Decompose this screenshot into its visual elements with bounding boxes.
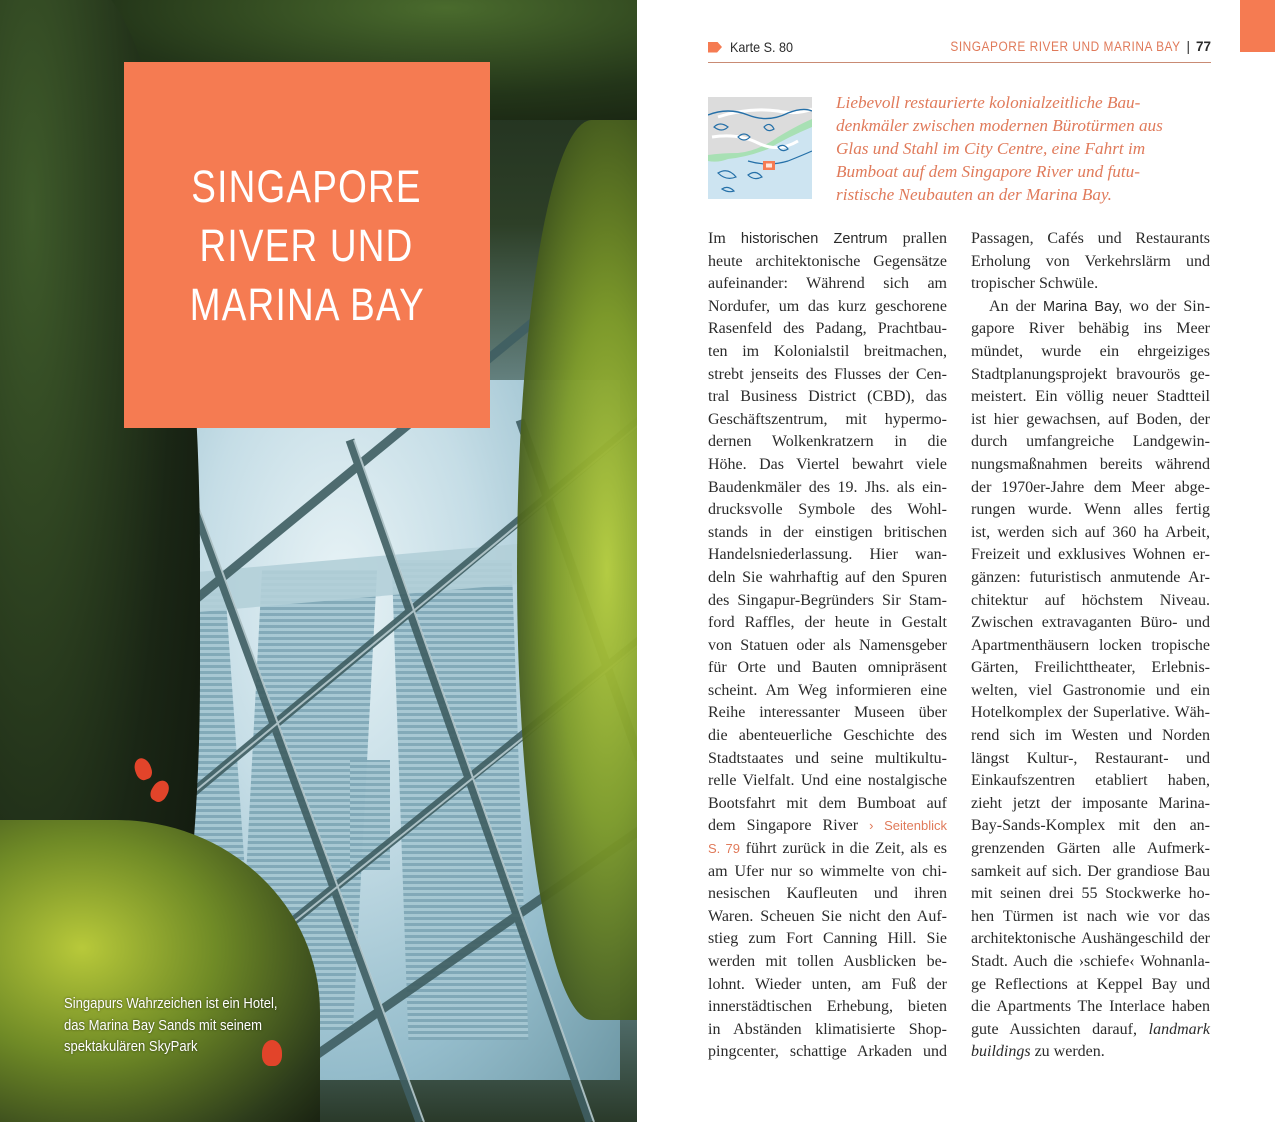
body-line: Freizeit und exklusives Wohnen er- — [971, 546, 1210, 564]
text: An der — [989, 297, 1044, 315]
body-line: ge Reflections at Keppel Bay und — [971, 975, 1210, 993]
body-line — [708, 838, 947, 861]
body-line: der 1970er-Jahre dem Meer abge- — [971, 478, 1210, 496]
intro-line: Glas und Stahl im City Centre, eine Fahrt im — [836, 139, 1146, 158]
body-line: Stadtstaates und seine multikultu- — [708, 749, 947, 767]
italic-term: buildings — [971, 1043, 1031, 1061]
body-line: meistert. Ein völlig neuer Stadtteil — [971, 388, 1210, 406]
body-line: Geschäftszentrum, mit hypermo- — [708, 410, 947, 428]
body-line: grenzenden Gärten alle Aufmerk- — [971, 840, 1210, 858]
running-header — [919, 39, 1211, 54]
italic-term: landmark — [1148, 1020, 1210, 1038]
body-line: aufeinander: Während sich am — [708, 275, 947, 293]
body-line: zieht jetzt der imposante Marina- — [971, 794, 1210, 812]
body-line: mit seinen drei 55 Stockwerke ho- — [971, 885, 1210, 903]
body-line: hen Türmen ist nach wie vor das — [971, 907, 1210, 925]
intro-line: denkmäler zwischen modernen Bürotürmen aus — [836, 116, 1163, 135]
body-line: für Orte und Bauten omnipräsent — [708, 659, 947, 677]
chapter-intro — [836, 91, 1206, 206]
caption-line: Singapurs Wahrzeichen ist ein Hotel, — [64, 996, 278, 1012]
chapter-color-tab — [1240, 0, 1275, 52]
body-line: rungen wurde. Wenn alles fertig — [971, 501, 1210, 519]
left-page-photo — [0, 0, 637, 1122]
map-reference-label: Karte S. 80 — [730, 39, 794, 55]
body-line — [708, 228, 947, 251]
keyword-marina-bay: Marina Bay, — [1043, 298, 1123, 315]
chapter-title-line: MARINA BAY — [189, 278, 425, 330]
body-line: samkeit auf sich. Der grandiose Bau — [971, 862, 1210, 880]
body-line: Apartmenthäusern locken tropische — [971, 636, 1210, 654]
body-line: Waren. Scheuen Sie nicht den Auf- — [708, 907, 947, 925]
photo-caption — [64, 994, 364, 1059]
body-line: ist hier gewachsen, auf Boden, der — [971, 410, 1210, 428]
body-line: pingcenter, schattige Arkaden und — [708, 1043, 947, 1061]
body-line: lohnt. Wieder unten, am Fuß der — [708, 975, 947, 993]
intro-line: ristische Neubauten an der Marina Bay. — [836, 185, 1112, 204]
body-line: gapore River behäbig ins Meer — [971, 320, 1210, 338]
body-line: scheint. Am Weg informieren eine — [708, 681, 947, 699]
locator-map-thumbnail[interactable] — [708, 97, 812, 199]
body-line: stieg zum Fort Canning Hill. Sie — [708, 930, 947, 948]
body-line: Höhe. Das Viertel bewahrt viele — [708, 455, 947, 473]
body-line: rend sich im Westen und Norden — [971, 727, 1210, 745]
text: gute Aussichten darauf, — [971, 1020, 1149, 1038]
body-line — [708, 815, 947, 838]
body-line: dernen Wolkenkratzern in die — [708, 433, 947, 451]
body-line: Baudenkmäler des 19. Jhs. als ein- — [708, 478, 947, 496]
body-line: relle Vielfalt. Und eine nostalgische — [708, 772, 947, 790]
body-line: Rasenfeld des Padang, Prachtbau- — [708, 320, 947, 338]
cross-reference-link[interactable]: › Seitenblick — [869, 818, 948, 834]
body-line: Stadtplanungsprojekt bravourös ge- — [971, 365, 1210, 383]
body-line — [971, 296, 1210, 319]
body-line: werden mit tollen Ausblicken be- — [708, 953, 947, 970]
body-line: innerstädtischen Erhebung, bieten — [708, 998, 947, 1016]
body-line: Handelsniederlassung. Hier wan- — [708, 546, 947, 564]
running-title: SINGAPORE RIVER UND MARINA BAY — [950, 39, 1181, 54]
body-line: Hotelkomplex der Superlative. Wäh- — [971, 704, 1210, 722]
text: prallen — [887, 230, 948, 247]
header-separator: | — [1186, 39, 1190, 54]
body-line — [971, 1019, 1210, 1042]
body-line: nungsmaßnahmen bereits während — [971, 455, 1210, 473]
body-line: mündet, wurde ein ehrgeiziges — [971, 342, 1210, 360]
body-line: heute architektonische Gegensätze — [708, 252, 947, 270]
text: wo der Sin- — [1122, 297, 1211, 315]
body-line: drucksvolle Symbole des Wohl- — [708, 501, 947, 519]
page-number: 77 — [1195, 39, 1211, 54]
body-line: Erholung von Verkehrslärm und — [971, 252, 1210, 270]
body-line: Bay-Sands-Komplex mit den an- — [971, 817, 1210, 835]
body-line: tropischer Schwüle. — [971, 275, 1099, 293]
body-line: die Apartments The Interlace haben — [971, 998, 1210, 1016]
intro-line: Bumboat auf dem Singapore River und futu- — [836, 162, 1140, 181]
intro-line: Liebevoll restaurierte kolonialzeitliche Bau- — [836, 93, 1141, 112]
chapter-title-line: RIVER UND — [199, 219, 415, 271]
body-line: des Singapur-Begründers Sir Stam- — [708, 591, 947, 609]
body-line: Passagen, Cafés und Restaurants — [971, 230, 1210, 247]
body-line: Gärten, Freilichttheater, Erlebnis- — [971, 659, 1210, 677]
locator-map-icon — [708, 97, 812, 199]
chapter-title-box — [124, 62, 490, 428]
body-line: architektonische Aushängeschild der — [971, 930, 1210, 948]
body-line: strebt jenseits des Flusses der Cen- — [708, 365, 947, 383]
arrow-tag-icon — [708, 42, 722, 53]
map-reference-link[interactable] — [708, 39, 800, 55]
body-line: am Ufer nur so wimmelte von chi- — [708, 862, 947, 880]
text: Im — [708, 230, 741, 247]
body-line: Nordufer, um das kurz geschorene — [708, 297, 947, 315]
caption-line: das Marina Bay Sands mit seinem — [64, 1017, 263, 1034]
body-line: Zwischen extravaganten Büro- und — [971, 614, 1210, 632]
body-line: Einkaufszentren etabliert haben, — [971, 772, 1210, 790]
page-header — [708, 38, 1211, 63]
body-line: gänzen: futuristisch anmutende Ar- — [971, 568, 1210, 586]
keyword-historisches-zentrum: historischen Zentrum — [740, 231, 888, 247]
body-column-right — [971, 228, 1210, 1064]
body-line: durch umfangreiche Landgewin- — [971, 433, 1210, 451]
body-line: deln Sie wahrhaftig auf den Spuren — [708, 568, 947, 586]
body-line: von Statuen oder als Namensgeber — [708, 636, 947, 654]
body-line: chitektur auf höchstem Niveau. — [971, 591, 1210, 609]
body-line: Bootsfahrt mit dem Bumboat auf — [708, 794, 947, 812]
body-column-left — [708, 228, 947, 1064]
body-line: nesischen Kaufleuten und ihren — [708, 885, 947, 903]
body-line: tral Business District (CBD), das — [708, 388, 947, 406]
right-page — [637, 0, 1275, 1122]
body-line: welten, viel Gastronomie und ein — [971, 681, 1210, 699]
chapter-title-line: SINGAPORE — [191, 160, 423, 212]
text: dem Singapore River — [708, 817, 870, 835]
cross-reference-page[interactable]: S. 79 — [708, 841, 740, 857]
body-line: längst Kultur-, Restaurant- und — [971, 749, 1210, 767]
body-line: in Abständen klimatisierte Shop- — [708, 1020, 947, 1038]
body-line: ist, werden sich auf 360 ha Arbeit, — [971, 523, 1210, 541]
body-line: stands in der einstigen britischen — [708, 523, 947, 541]
body-line: die abenteuerliche Geschichte des — [708, 727, 947, 745]
body-line: ford Raffles, der heute in Gestalt — [708, 614, 947, 632]
text: führt zurück in die Zeit, als es — [740, 840, 947, 858]
text: zu werden. — [1030, 1043, 1105, 1061]
body-line: ten im Kolonialstil breitmachen, — [708, 342, 947, 360]
body-line — [971, 1041, 1210, 1064]
caption-line: spektakulären SkyPark — [64, 1039, 198, 1055]
body-line: Stadt. Auch die ›schiefe‹ Wohnanla- — [971, 953, 1210, 970]
body-line: Reihe interessanter Museen über — [708, 704, 947, 722]
